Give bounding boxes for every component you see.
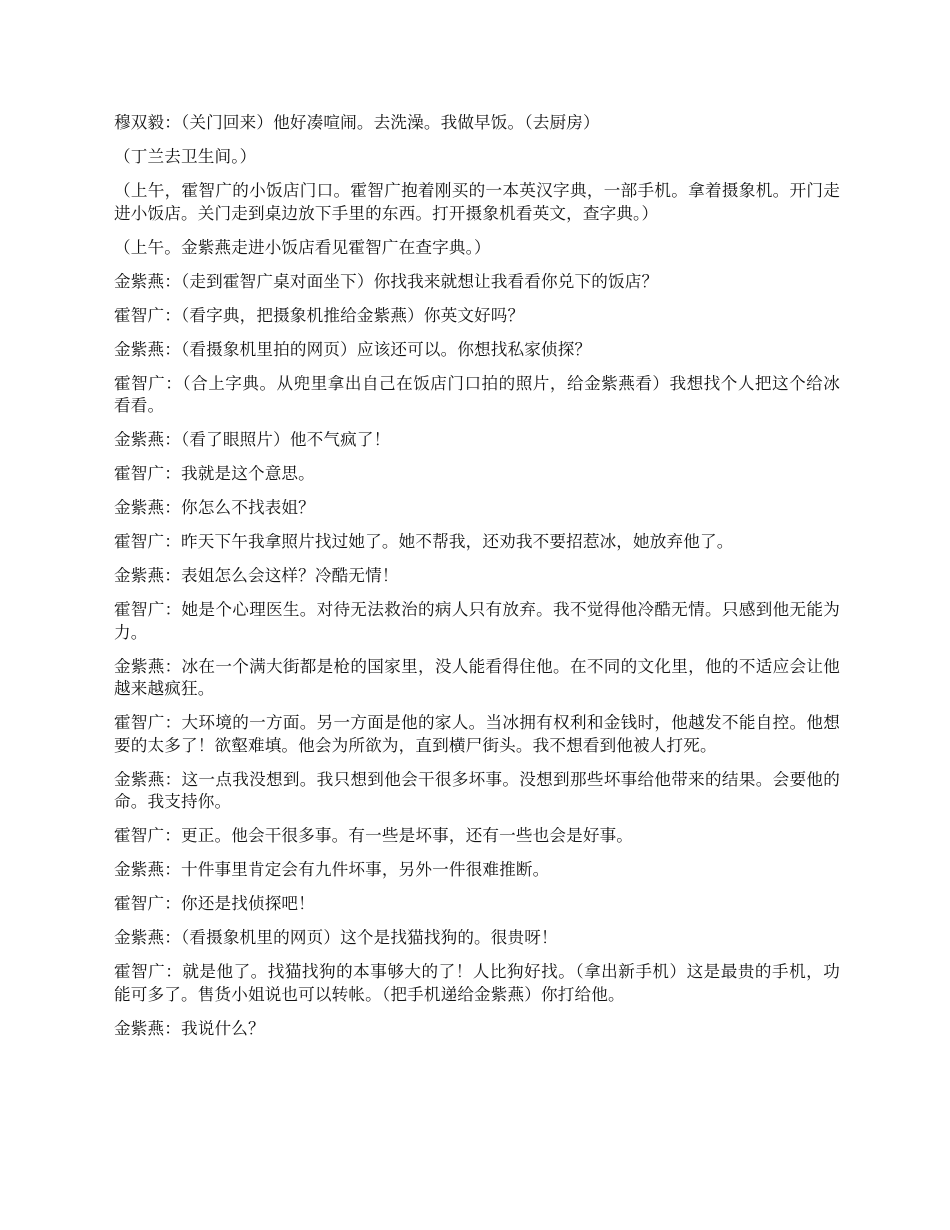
paragraph-23: 金紫燕：我说什么？ [114,1018,265,1038]
paragraph-6: 霍智广：（看字典，把摄象机推给金紫燕）你英文好吗？ [114,305,525,325]
paragraph-12: 霍智广：昨天下午我拿照片找过她了。她不帮我，还劝我不要招惹冰，她放弃他了。 [114,532,734,551]
paragraph-16: 霍智广：大环境的一方面。另一方面是他的家人。当冰拥有权利和金钱时，他越发不能自控。他想要的太多了！欲壑难填。他会为所欲为，直到横尸街头。我不想看到他被人打死。 [114,713,840,755]
paragraph-7: 金紫燕：（看摄象机里拍的网页）应该还可以。你想找私家侦探？ [114,339,592,359]
paragraph-13: 金紫燕：表姐怎么会这样？冷酷无情！ [114,566,399,585]
paragraph-3: （上午，霍智广的小饭店门口。霍智广抱着刚买的一本英汉字典，一部手机。拿着摄象机。开门走进小饭店。关门走到桌边放下手里的东西。打开摄象机看英文，查字典。） [114,181,840,223]
paragraph-19: 金紫燕：十件事里肯定会有九件坏事，另外一件很难推断。 [114,860,550,879]
paragraph-1: 穆双毅：（关门回来）他好凑喧闹。去洗澡。我做早饭。（去厨房） [114,113,600,132]
paragraph-5: 金紫燕：（走到霍智广桌对面坐下）你找我来就想让我看看你兑下的饭店？ [114,271,659,291]
paragraph-18: 霍智广：更正。他会干很多事。有一些是坏事，还有一些也会是好事。 [114,826,634,845]
paragraph-20: 霍智广：你还是找侦探吧！ [114,894,315,913]
paragraph-11: 金紫燕：你怎么不找表姐？ [114,498,315,517]
paragraph-14: 霍智广：她是个心理医生。对待无法救治的病人只有放弃。我不觉得他冷酷无情。只感到他无能为力。 [114,600,840,642]
paragraph-2: （丁兰去卫生间。） [114,147,257,166]
paragraph-4: （上午。金紫燕走进小饭店看见霍智广在查字典。） [114,237,491,257]
paragraph-9: 金紫燕：（看了眼照片）他不气疯了！ [114,430,391,449]
paragraph-15: 金紫燕：冰在一个满大街都是枪的国家里，没人能看得住他。在不同的文化里，他的不适应会让他越来越疯狂。 [114,656,840,698]
paragraph-17: 金紫燕：这一点我没想到。我只想到他会干很多坏事。没想到那些坏事给他带来的结果。会要他的命。我支持你。 [114,769,840,811]
paragraph-21: 金紫燕：（看摄象机里的网页）这个是找猫找狗的。很贵呀！ [114,928,558,947]
paragraph-22: 霍智广：就是他了。找猫找狗的本事够大的了！人比狗好找。（拿出新手机）这是最贵的手机，功能可多了。售货小姐说也可以转帐。（把手机递给金紫燕）你打给他。 [114,962,840,1004]
paragraph-8: 霍智广：（合上字典。从兜里拿出自己在饭店门口拍的照片，给金紫燕看）我想找个人把这个给冰看看。 [114,373,840,415]
paragraph-10: 霍智广：我就是这个意思。 [114,464,315,483]
